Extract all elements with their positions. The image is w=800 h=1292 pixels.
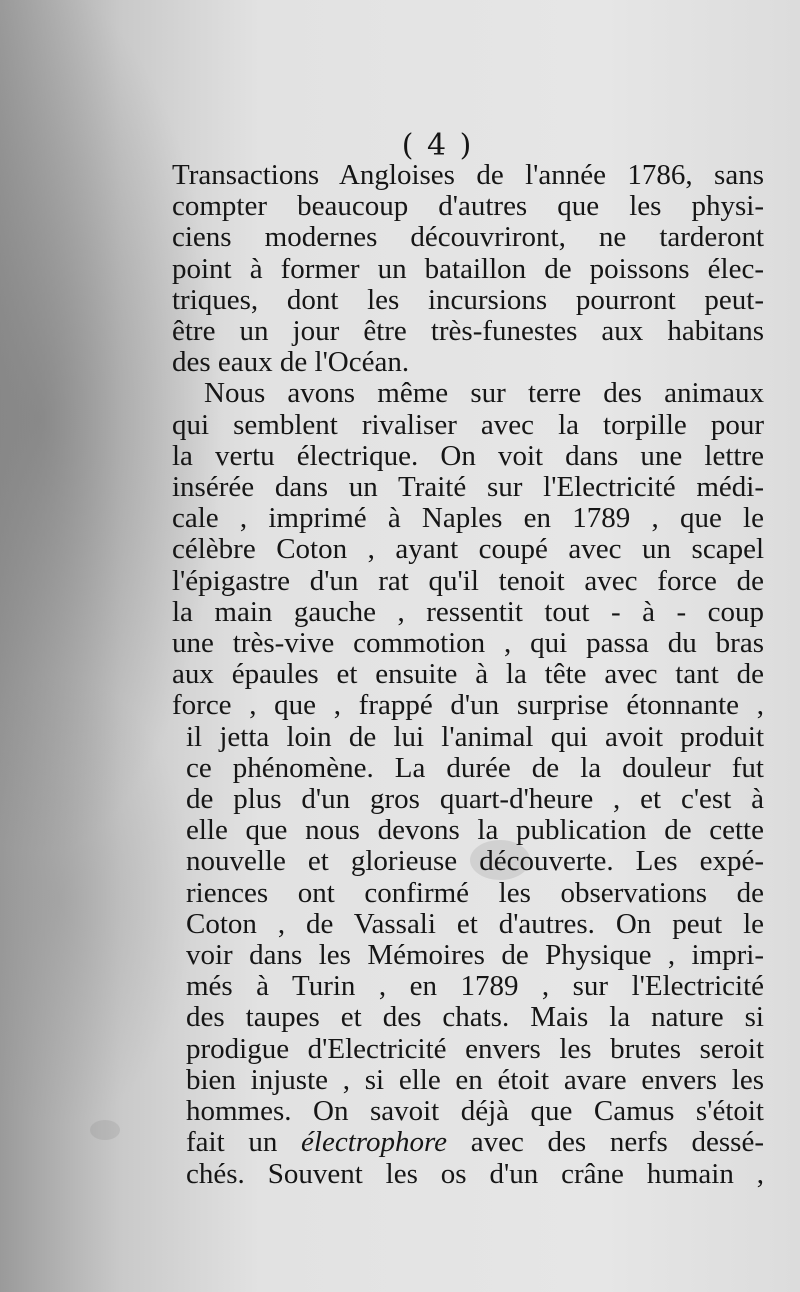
text-line: nouvelle et glorieuse découverte. Les expé- bbox=[186, 845, 764, 878]
text-line: une très-vive commotion , qui passa du bras bbox=[172, 627, 764, 660]
text-line: des eaux de l'Océan. bbox=[172, 346, 410, 379]
text-line: insérée dans un Traité sur l'Electricité médi- bbox=[172, 471, 764, 504]
page-number: ( 4 ) bbox=[401, 128, 474, 163]
text-line: elle que nous devons la publication de cette bbox=[186, 814, 764, 847]
text-line: ce phénomène. La durée de la douleur fut bbox=[186, 751, 764, 784]
text-line: point à former un bataillon de poissons élec- bbox=[172, 252, 764, 285]
text-line: des taupes et des chats. Mais la nature si bbox=[186, 1001, 764, 1034]
text-line: de plus d'un gros quart-d'heure , et c'est à bbox=[186, 783, 764, 816]
text-line: être un jour être très-funestes aux habitans bbox=[172, 315, 764, 348]
paper-stain bbox=[90, 1120, 120, 1140]
text-line: il jetta loin de lui l'animal qui avoit produit bbox=[186, 720, 764, 753]
text-line: la vertu électrique. On voit dans une lettre bbox=[172, 439, 764, 472]
text-line: triques, dont les incursions pourront peut- bbox=[172, 283, 764, 316]
text-line: qui semblent rivaliser avec la torpille pour bbox=[172, 408, 764, 441]
text-segment: fait un bbox=[186, 1126, 302, 1159]
text-line: bien injuste , si elle en étoit avare envers les bbox=[186, 1063, 764, 1096]
text-line: prodigue d'Electricité envers les brutes seroit bbox=[186, 1032, 764, 1065]
text-line-with-italic bbox=[172, 1127, 764, 1158]
text-line: més à Turin , en 1789 , sur l'Electricité bbox=[186, 970, 764, 1003]
italic-term: électrophore bbox=[301, 1126, 448, 1159]
text-line: célèbre Coton , ayant coupé avec un scapel bbox=[172, 533, 764, 566]
text-line: compter beaucoup d'autres que les physi- bbox=[172, 190, 764, 223]
text-line: l'épigastre d'un rat qu'il tenoit avec force de bbox=[172, 564, 764, 597]
text-line: Coton , de Vassali et d'autres. On peut le bbox=[186, 907, 764, 940]
text-line: force , que , frappé d'un surprise étonnante , bbox=[172, 689, 764, 722]
text-line: aux épaules et ensuite à la tête avec tant de bbox=[172, 658, 764, 691]
body-text bbox=[172, 160, 764, 1190]
text-segment: avec des nerfs dessé- bbox=[447, 1126, 764, 1159]
text-line: ciens modernes découvriront, ne tarderont bbox=[172, 221, 764, 254]
text-line: Nous avons même sur terre des animaux bbox=[204, 377, 764, 410]
text-line: chés. Souvent les os d'un crâne humain , bbox=[186, 1157, 764, 1190]
text-line: Transactions Angloises de l'année 1786, sans bbox=[172, 159, 764, 191]
text-line: cale , imprimé à Naples en 1789 , que le bbox=[172, 502, 764, 535]
text-line: riences ont confirmé les observations de bbox=[186, 876, 764, 909]
text-line: la main gauche , ressentit tout - à - coup bbox=[172, 595, 764, 628]
text-line: hommes. On savoit déjà que Camus s'étoit bbox=[186, 1095, 764, 1128]
text-line: voir dans les Mémoires de Physique , impri- bbox=[186, 939, 764, 972]
